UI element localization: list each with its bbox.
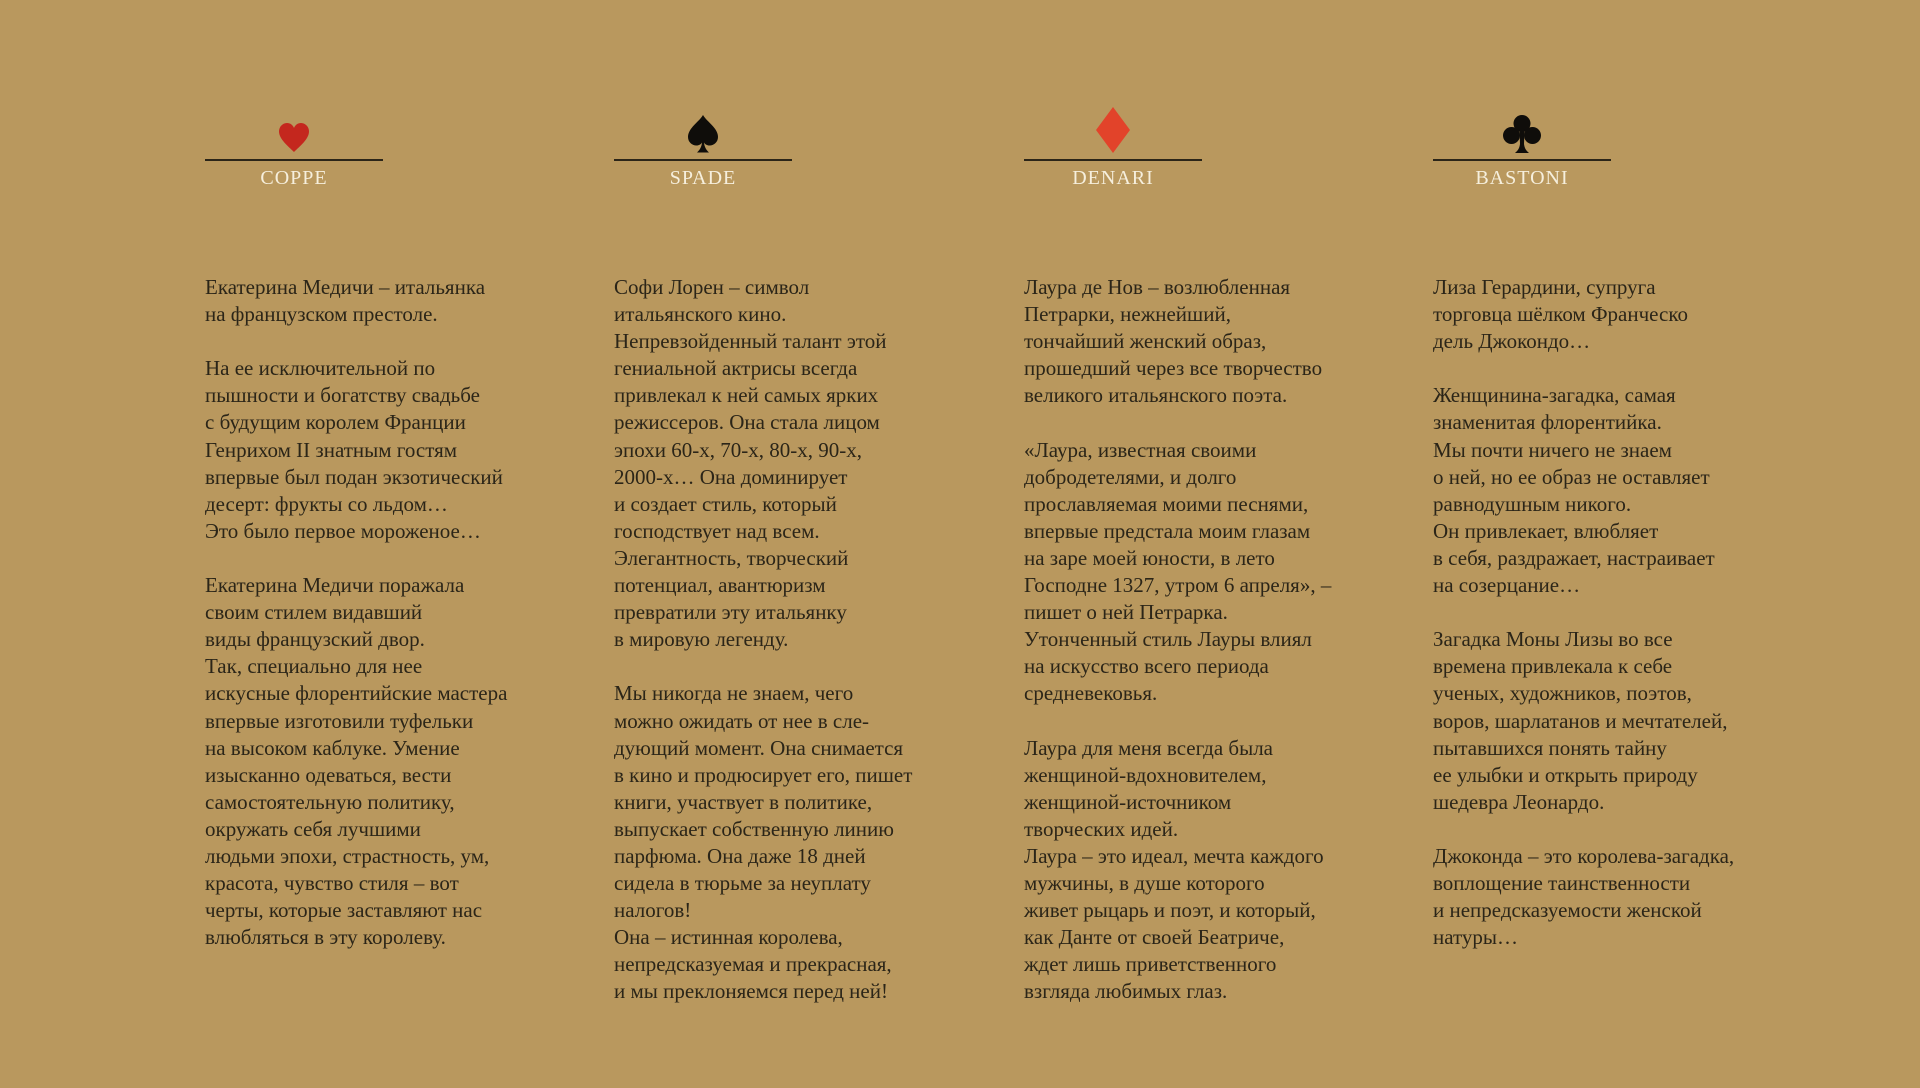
column-coppe <box>205 100 585 951</box>
column-text: Лиза Герардини, супруга торговца шёлком Франческо дель Джокондо… Женщинина-загадка, самая знаменитая флорентийка. Мы почти ничего не знаем о ней, но ее образ не оставляет равнодушным никого. Он привлекает, влюбляет в себя, раздражает, настраивает на созерцание… Загадка Моны Лизы во все времена привлекала к себе ученых, художников, поэтов, воров, шарлатанов и мечтателей, пытавшихся понять тайну ее улыбки и открыть природу шедевра Леонардо. Джоконда – это королева-загадка, воплощение таинственности и непредсказуемости женской натуры… <box>1433 275 1735 950</box>
club-icon <box>1499 100 1545 154</box>
suit-divider <box>1024 159 1202 161</box>
spade-icon <box>680 100 726 154</box>
diamond-icon <box>1090 100 1136 154</box>
suit-header-coppe <box>205 100 383 189</box>
column-spade <box>614 100 994 1006</box>
column-text: Лаура де Нов – возлюбленная Петрарки, нежнейший, тончайший женский образ, прошедший через все творчество великого итальянского поэта. «Лаура, известная своими добродетелями, и долго прославляемая моими песнями, впервые предстала моим глазам на заре моей юности, в лето Господне 1327, утром 6 апреля», – пишет о ней Петрарка. Утонченный стиль Лауры влиял на искусство всего периода средневековья. Лаура для меня всегда была женщиной-вдохновителем, женщиной-источником творческих идей. Лаура – это идеал, мечта каждого мужчины, в душе которого живет рыцарь и поэт, и который, как Данте от своей Беатриче, ждет лишь приветственного взгляда любимых глаз. <box>1024 275 1332 1004</box>
suit-label: SPADE <box>669 167 737 189</box>
suit-label: DENARI <box>1072 167 1154 189</box>
suit-header-bastoni <box>1433 100 1611 189</box>
suit-divider <box>1433 159 1611 161</box>
suit-label: COPPE <box>260 167 328 189</box>
suit-header-denari <box>1024 100 1202 189</box>
suit-header-spade <box>614 100 792 189</box>
column-text: Софи Лорен – символ итальянского кино. Непревзойденный талант этой гениальной актрисы всегда привлекал к ней самых ярких режиссеров. Она стала лицом эпохи 60-х, 70-х, 80-х, 90-х, 2000-х… Она доминирует и создает стиль, который господствует над всем. Элегантность, творческий потенциал, авантюризм превратили эту итальянку в мировую легенду. Мы никогда не знаем, чего можно ожидать от нее в сле- дующий момент. Она снимается в кино и продюсирует его, пишет книги, участвует в политике, выпускает собственную линию парфюма. Она даже 18 дней сидела в тюрьме за неуплату налогов! Она – истинная королева, непредсказуемая и прекрасная, и мы преклоняемся перед ней! <box>614 275 913 1004</box>
suit-divider <box>614 159 792 161</box>
column-text: Екатерина Медичи – итальянка на французском престоле. На ее исключительной по пышности и богатству свадьбе с будущим королем Франции Генрихом II знатным гостям впервые был подан экзотический десерт: фрукты со льдом… Это было первое мороженое… Екатерина Медичи поражала своим стилем видавший виды французский двор. Так, специально для нее искусные флорентийские мастера впервые изготовили туфельки на высоком каблуке. Умение изысканно одеваться, вести самостоятельную политику, окружать себя лучшими людьми эпохи, страстность, ум, красота, чувство стиля – вот черты, которые заставляют нас влюбляться в эту королеву. <box>205 275 508 950</box>
heart-icon <box>271 100 317 154</box>
suit-divider <box>205 159 383 161</box>
suit-label: BASTONI <box>1475 167 1569 189</box>
column-bastoni <box>1433 100 1813 951</box>
column-denari <box>1024 100 1404 1006</box>
